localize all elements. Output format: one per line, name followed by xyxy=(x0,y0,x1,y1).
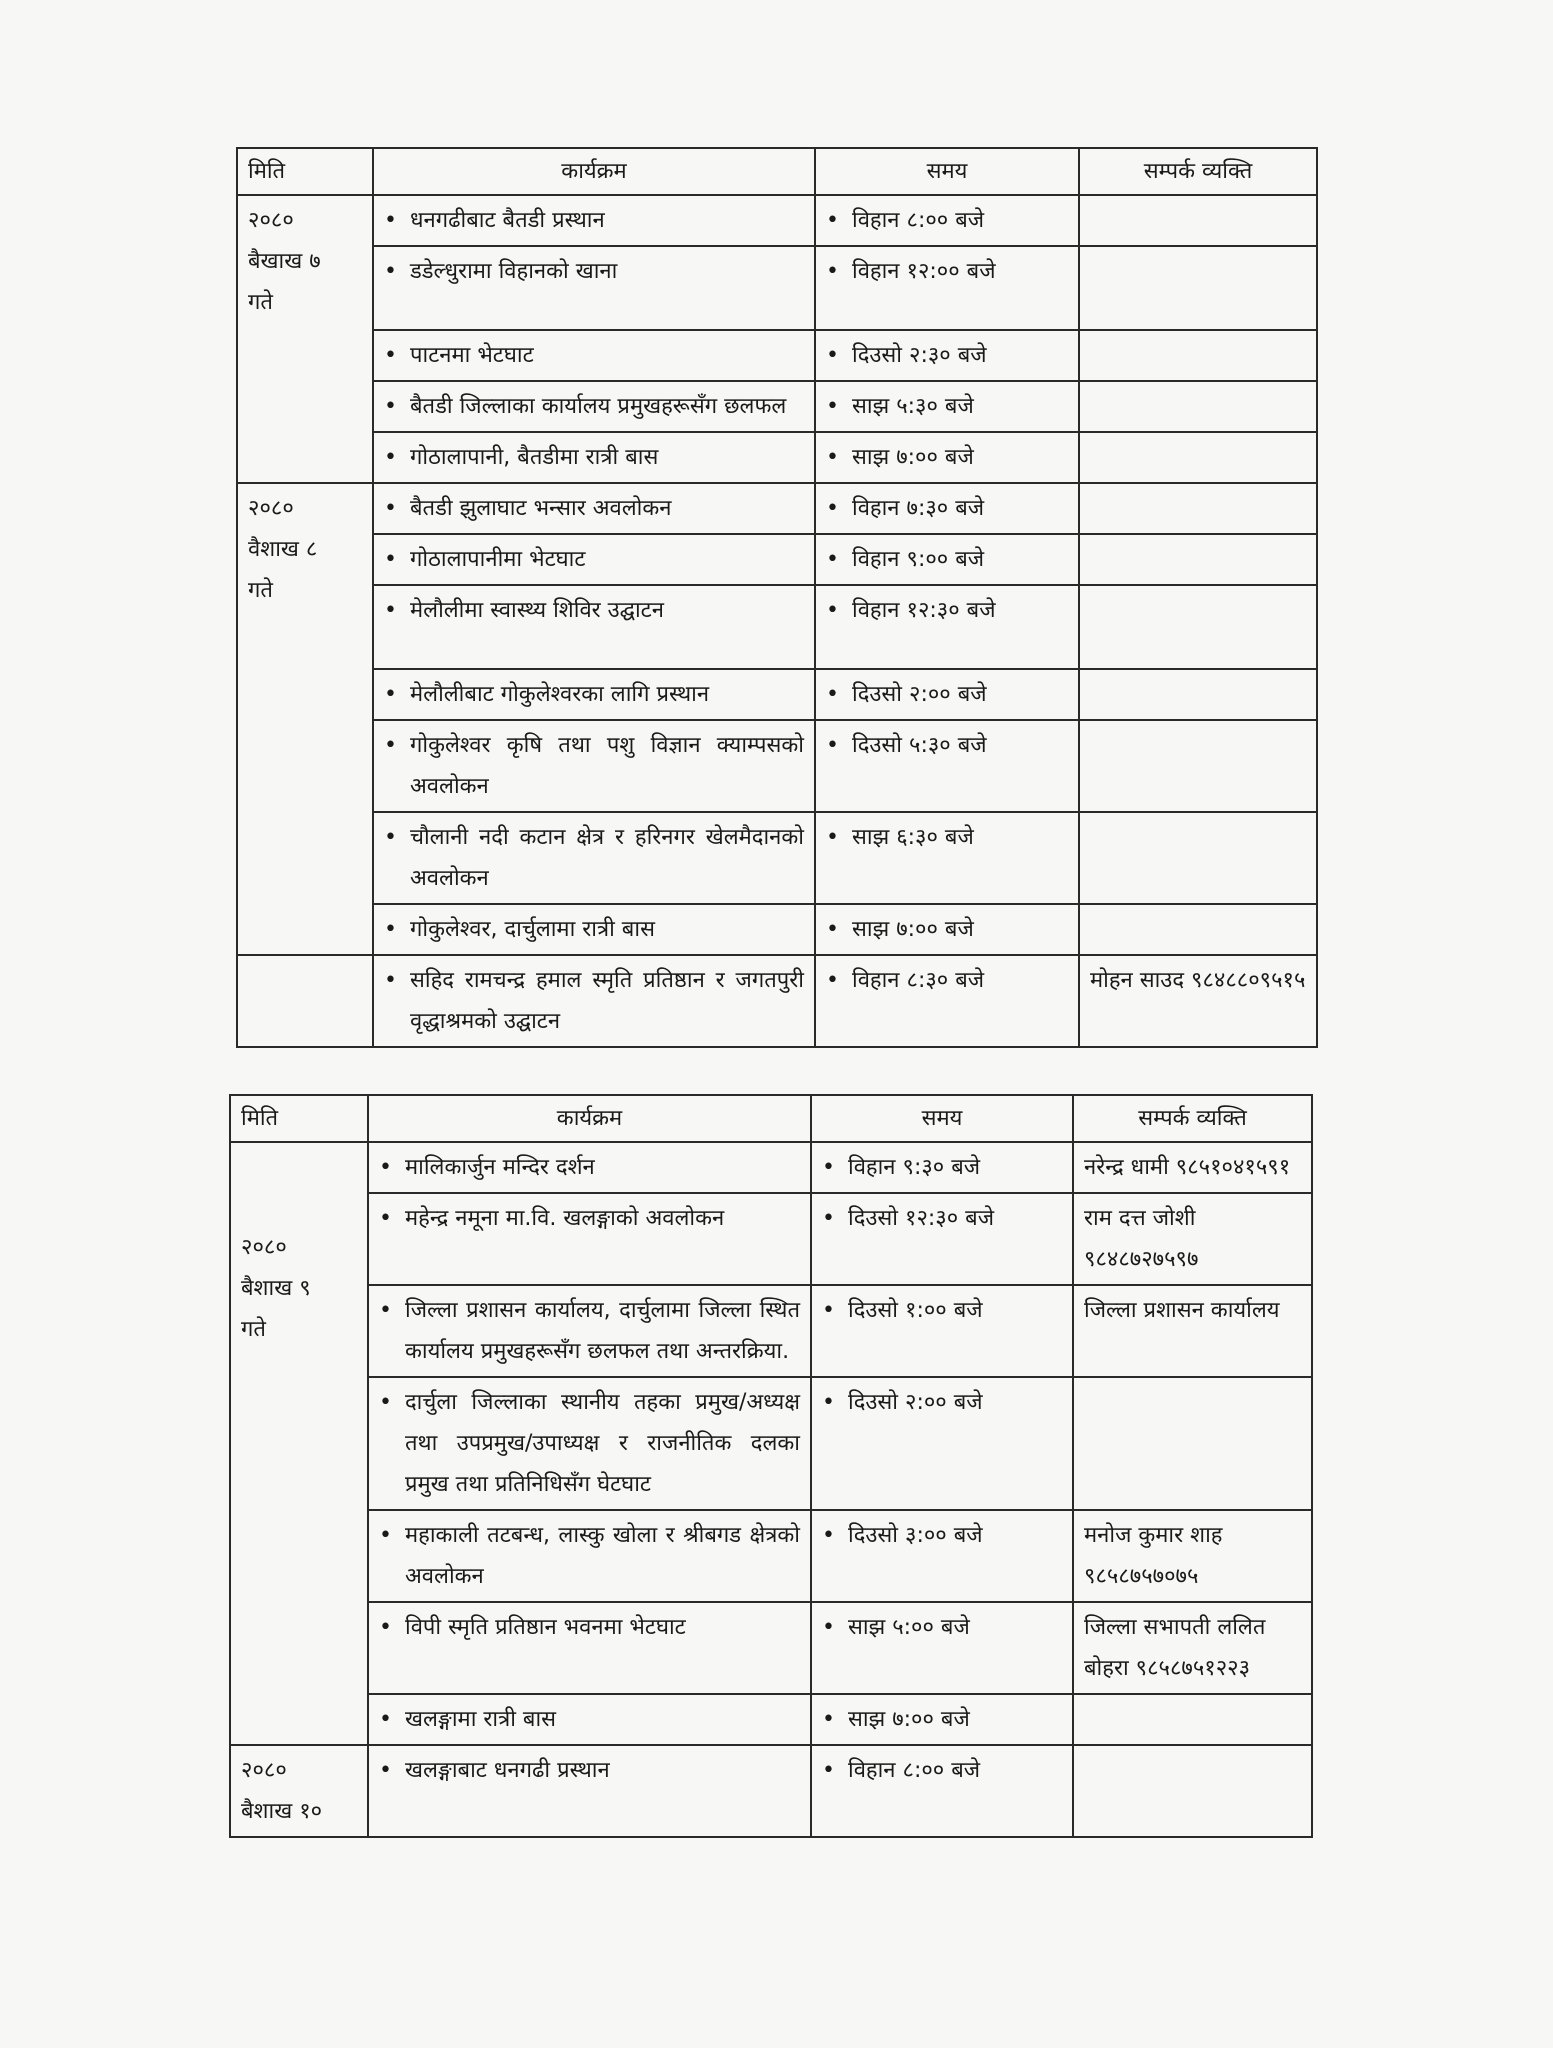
contact-cell xyxy=(1079,246,1317,330)
time-cell: • विहान १२:३० बजे xyxy=(815,585,1079,669)
time-text: साझ ७:०० बजे xyxy=(852,445,974,470)
time-text: दिउसो १:०० बजे xyxy=(848,1298,983,1323)
date-year: २०८० xyxy=(248,208,294,233)
header-date: मिति xyxy=(237,148,373,195)
program-text: धनगढीबाट बैतडी प्रस्थान xyxy=(410,208,605,233)
program-cell: • गोकुलेश्वर, दार्चुलामा रात्री बास xyxy=(373,904,815,955)
contact-cell xyxy=(1079,483,1317,534)
time-cell: • विहान ८:०० बजे xyxy=(811,1745,1073,1837)
table-row xyxy=(237,195,1317,246)
time-text: दिउसो १२:३० बजे xyxy=(848,1206,995,1231)
program-cell: • दार्चुला जिल्लाका स्थानीय तहका प्रमुख/अध्यक्ष तथा उपप्रमुख/उपाध्यक्ष र राजनीतिक दलका प्रमुख तथा प्रतिनिधिसँग घेटघाट xyxy=(368,1377,811,1510)
time-text: दिउसो ५:३० बजे xyxy=(852,733,987,758)
program-text: गोठालापानीमा भेटघाट xyxy=(410,547,586,572)
program-cell: • मेलौलीमा स्वास्थ्य शिविर उद्घाटन xyxy=(373,585,815,669)
time-text: विहान ९:३० बजे xyxy=(848,1155,981,1180)
table-row xyxy=(237,585,1317,669)
time-cell: • विहान ९:०० बजे xyxy=(815,534,1079,585)
program-text: महाकाली तटबन्ध, लास्कु खोला र श्रीबगड क्षेत्रको अवलोकन xyxy=(405,1523,800,1589)
time-text: विहान ८:०० बजे xyxy=(848,1758,981,1783)
program-text: पाटनमा भेटघाट xyxy=(410,343,534,368)
program-text: मालिकार्जुन मन्दिर दर्शन xyxy=(405,1155,595,1180)
schedule-table-2 xyxy=(229,1094,1313,1838)
contact-cell xyxy=(1079,812,1317,904)
time-cell: • दिउसो २:०० बजे xyxy=(811,1377,1073,1510)
date-cell xyxy=(237,483,373,955)
header-contact: सम्पर्क व्यक्ति xyxy=(1073,1095,1312,1142)
contact-cell xyxy=(1079,381,1317,432)
program-cell: • गोठालापानीमा भेटघाट xyxy=(373,534,815,585)
program-cell: • महाकाली तटबन्ध, लास्कु खोला र श्रीबगड क्षेत्रको अवलोकन xyxy=(368,1510,811,1602)
time-text: विहान ८:०० बजे xyxy=(852,208,985,233)
time-cell: • दिउसो १:०० बजे xyxy=(811,1285,1073,1377)
date-suffix: गते xyxy=(248,578,273,603)
time-text: दिउसो २:०० बजे xyxy=(852,682,987,707)
time-text: साझ ५:३० बजे xyxy=(852,394,974,419)
contact-cell xyxy=(1079,669,1317,720)
header-time: समय xyxy=(815,148,1079,195)
contact-cell xyxy=(1079,904,1317,955)
header-date: मिति xyxy=(230,1095,368,1142)
program-cell: • धनगढीबाट बैतडी प्रस्थान xyxy=(373,195,815,246)
program-cell: • बैतडी झुलाघाट भन्सार अवलोकन xyxy=(373,483,815,534)
date-suffix: गते xyxy=(241,1317,266,1342)
table-row xyxy=(230,1510,1312,1602)
date-cell xyxy=(230,1142,368,1745)
program-cell: • पाटनमा भेटघाट xyxy=(373,330,815,381)
date-year: २०८० xyxy=(241,1235,287,1260)
contact-cell xyxy=(1079,195,1317,246)
contact-cell xyxy=(1073,1745,1312,1837)
time-cell: • विहान ७:३० बजे xyxy=(815,483,1079,534)
program-text: गोकुलेश्वर, दार्चुलामा रात्री बास xyxy=(410,917,655,942)
date-month: बैशाख ९ xyxy=(241,1276,311,1301)
program-cell: • महेन्द्र नमूना मा.वि. खलङ्गाको अवलोकन xyxy=(368,1193,811,1285)
date-cell xyxy=(237,195,373,483)
table-row xyxy=(230,1694,1312,1745)
contact-cell xyxy=(1073,1694,1312,1745)
program-text: डडेल्धुरामा विहानको खाना xyxy=(410,259,618,284)
contact-cell xyxy=(1079,432,1317,483)
program-cell: • मेलौलीबाट गोकुलेश्वरका लागि प्रस्थान xyxy=(373,669,815,720)
table-row xyxy=(237,720,1317,812)
date-year: २०८० xyxy=(248,496,294,521)
program-cell: • गोकुलेश्वर कृषि तथा पशु विज्ञान क्याम्पसको अवलोकन xyxy=(373,720,815,812)
time-text: दिउसो २:३० बजे xyxy=(852,343,987,368)
program-text: दार्चुला जिल्लाका स्थानीय तहका प्रमुख/अध्यक्ष तथा उपप्रमुख/उपाध्यक्ष र राजनीतिक दलका प्रमुख तथा प्रतिनिधिसँग घेटघाट xyxy=(405,1390,800,1497)
table-row xyxy=(237,534,1317,585)
contact-cell: मोहन साउद ९८४८८०९५१५ xyxy=(1079,955,1317,1047)
table-row xyxy=(237,812,1317,904)
table-row xyxy=(237,432,1317,483)
contact-cell xyxy=(1073,1377,1312,1510)
contact-cell: नरेन्द्र धामी ९८५१०४१५९१ xyxy=(1073,1142,1312,1193)
time-text: विहान ९:०० बजे xyxy=(852,547,985,572)
time-cell: • साझ ५:३० बजे xyxy=(815,381,1079,432)
program-cell: • मालिकार्जुन मन्दिर दर्शन xyxy=(368,1142,811,1193)
header-contact: सम्पर्क व्यक्ति xyxy=(1079,148,1317,195)
date-month: बैशाख १० xyxy=(241,1799,323,1824)
time-cell: • विहान ८:०० बजे xyxy=(815,195,1079,246)
time-cell: • विहान १२:०० बजे xyxy=(815,246,1079,330)
time-cell: • साझ ७:०० बजे xyxy=(815,904,1079,955)
contact-cell xyxy=(1079,330,1317,381)
time-text: दिउसो २:०० बजे xyxy=(848,1390,983,1415)
table-row xyxy=(230,1193,1312,1285)
table-header-row xyxy=(237,148,1317,195)
table-row xyxy=(230,1142,1312,1193)
date-month: वैशाख ८ xyxy=(248,537,318,562)
program-cell: • जिल्ला प्रशासन कार्यालय, दार्चुलामा जिल्ला स्थित कार्यालय प्रमुखहरूसँग छलफल तथा अन्तरक्रिया. xyxy=(368,1285,811,1377)
date-cell xyxy=(230,1745,368,1837)
date-month: बैखाख ७ xyxy=(248,249,321,274)
time-cell: • दिउसो १२:३० बजे xyxy=(811,1193,1073,1285)
time-text: विहान ८:३० बजे xyxy=(852,968,985,993)
program-cell: • खलङ्गाबाट धनगढी प्रस्थान xyxy=(368,1745,811,1837)
program-text: खलङ्गामा रात्री बास xyxy=(405,1707,557,1732)
table-row xyxy=(230,1745,1312,1837)
time-cell: • दिउसो ५:३० बजे xyxy=(815,720,1079,812)
contact-cell: जिल्ला सभापती ललित बोहरा ९८५८७५१२२३ xyxy=(1073,1602,1312,1694)
time-text: साझ ६:३० बजे xyxy=(852,825,974,850)
program-cell: • गोठालापानी, बैतडीमा रात्री बास xyxy=(373,432,815,483)
time-cell: • विहान ९:३० बजे xyxy=(811,1142,1073,1193)
program-cell: • सहिद रामचन्द्र हमाल स्मृति प्रतिष्ठान र जगतपुरी वृद्धाश्रमको उद्घाटन xyxy=(373,955,815,1047)
table-row xyxy=(230,1602,1312,1694)
program-text: बैतडी झुलाघाट भन्सार अवलोकन xyxy=(410,496,672,521)
time-cell: • साझ ७:०० बजे xyxy=(811,1694,1073,1745)
time-cell: • दिउसो २:०० बजे xyxy=(815,669,1079,720)
table-row xyxy=(237,669,1317,720)
program-cell: • बैतडी जिल्लाका कार्यालय प्रमुखहरूसँग छलफल xyxy=(373,381,815,432)
time-text: साझ ५:०० बजे xyxy=(848,1615,970,1640)
table-row xyxy=(237,904,1317,955)
time-cell: • साझ ७:०० बजे xyxy=(815,432,1079,483)
table-row xyxy=(237,955,1317,1047)
program-cell: • विपी स्मृति प्रतिष्ठान भवनमा भेटघाट xyxy=(368,1602,811,1694)
time-text: विहान १२:०० बजे xyxy=(852,259,996,284)
contact-cell: राम दत्त जोशी ९८४८७२७५९७ xyxy=(1073,1193,1312,1285)
program-text: विपी स्मृति प्रतिष्ठान भवनमा भेटघाट xyxy=(405,1615,686,1640)
time-cell: • साझ ५:०० बजे xyxy=(811,1602,1073,1694)
program-text: गोठालापानी, बैतडीमा रात्री बास xyxy=(410,445,659,470)
program-cell: • खलङ्गामा रात्री बास xyxy=(368,1694,811,1745)
table-row xyxy=(230,1285,1312,1377)
program-cell: • डडेल्धुरामा विहानको खाना xyxy=(373,246,815,330)
program-text: सहिद रामचन्द्र हमाल स्मृति प्रतिष्ठान र जगतपुरी वृद्धाश्रमको उद्घाटन xyxy=(410,968,804,1034)
header-time: समय xyxy=(811,1095,1073,1142)
time-cell: • विहान ८:३० बजे xyxy=(815,955,1079,1047)
table-row xyxy=(237,246,1317,330)
schedule-table-1 xyxy=(236,147,1318,1048)
contact-cell xyxy=(1079,534,1317,585)
contact-cell: जिल्ला प्रशासन कार्यालय xyxy=(1073,1285,1312,1377)
table-row xyxy=(237,330,1317,381)
contact-cell: मनोज कुमार शाह ९८५८७५७०७५ xyxy=(1073,1510,1312,1602)
time-text: साझ ७:०० बजे xyxy=(852,917,974,942)
table-header-row xyxy=(230,1095,1312,1142)
time-cell: • दिउसो २:३० बजे xyxy=(815,330,1079,381)
program-text: बैतडी जिल्लाका कार्यालय प्रमुखहरूसँग छलफल xyxy=(410,394,787,419)
table-row xyxy=(237,483,1317,534)
date-suffix: गते xyxy=(248,290,273,315)
time-text: विहान ७:३० बजे xyxy=(852,496,985,521)
program-text: मेलौलीबाट गोकुलेश्वरका लागि प्रस्थान xyxy=(410,682,710,707)
time-cell: • दिउसो ३:०० बजे xyxy=(811,1510,1073,1602)
table-row xyxy=(237,381,1317,432)
time-text: दिउसो ३:०० बजे xyxy=(848,1523,983,1548)
time-cell: • साझ ६:३० बजे xyxy=(815,812,1079,904)
program-text: जिल्ला प्रशासन कार्यालय, दार्चुलामा जिल्ला स्थित कार्यालय प्रमुखहरूसँग छलफल तथा अन्तरक्रिया. xyxy=(405,1298,800,1364)
program-text: चौलानी नदी कटान क्षेत्र र हरिनगर खेलमैदानको अवलोकन xyxy=(410,825,804,891)
program-text: महेन्द्र नमूना मा.वि. खलङ्गाको अवलोकन xyxy=(405,1206,725,1231)
header-program: कार्यक्रम xyxy=(373,148,815,195)
time-text: साझ ७:०० बजे xyxy=(848,1707,970,1732)
program-text: गोकुलेश्वर कृषि तथा पशु विज्ञान क्याम्पसको अवलोकन xyxy=(410,733,804,799)
program-text: खलङ्गाबाट धनगढी प्रस्थान xyxy=(405,1758,610,1783)
date-cell xyxy=(237,955,373,1047)
contact-cell xyxy=(1079,585,1317,669)
table-row xyxy=(230,1377,1312,1510)
contact-cell xyxy=(1079,720,1317,812)
time-text: विहान १२:३० बजे xyxy=(852,598,996,623)
program-cell: • चौलानी नदी कटान क्षेत्र र हरिनगर खेलमैदानको अवलोकन xyxy=(373,812,815,904)
date-year: २०८० xyxy=(241,1758,287,1783)
header-program: कार्यक्रम xyxy=(368,1095,811,1142)
program-text: मेलौलीमा स्वास्थ्य शिविर उद्घाटन xyxy=(410,598,664,623)
